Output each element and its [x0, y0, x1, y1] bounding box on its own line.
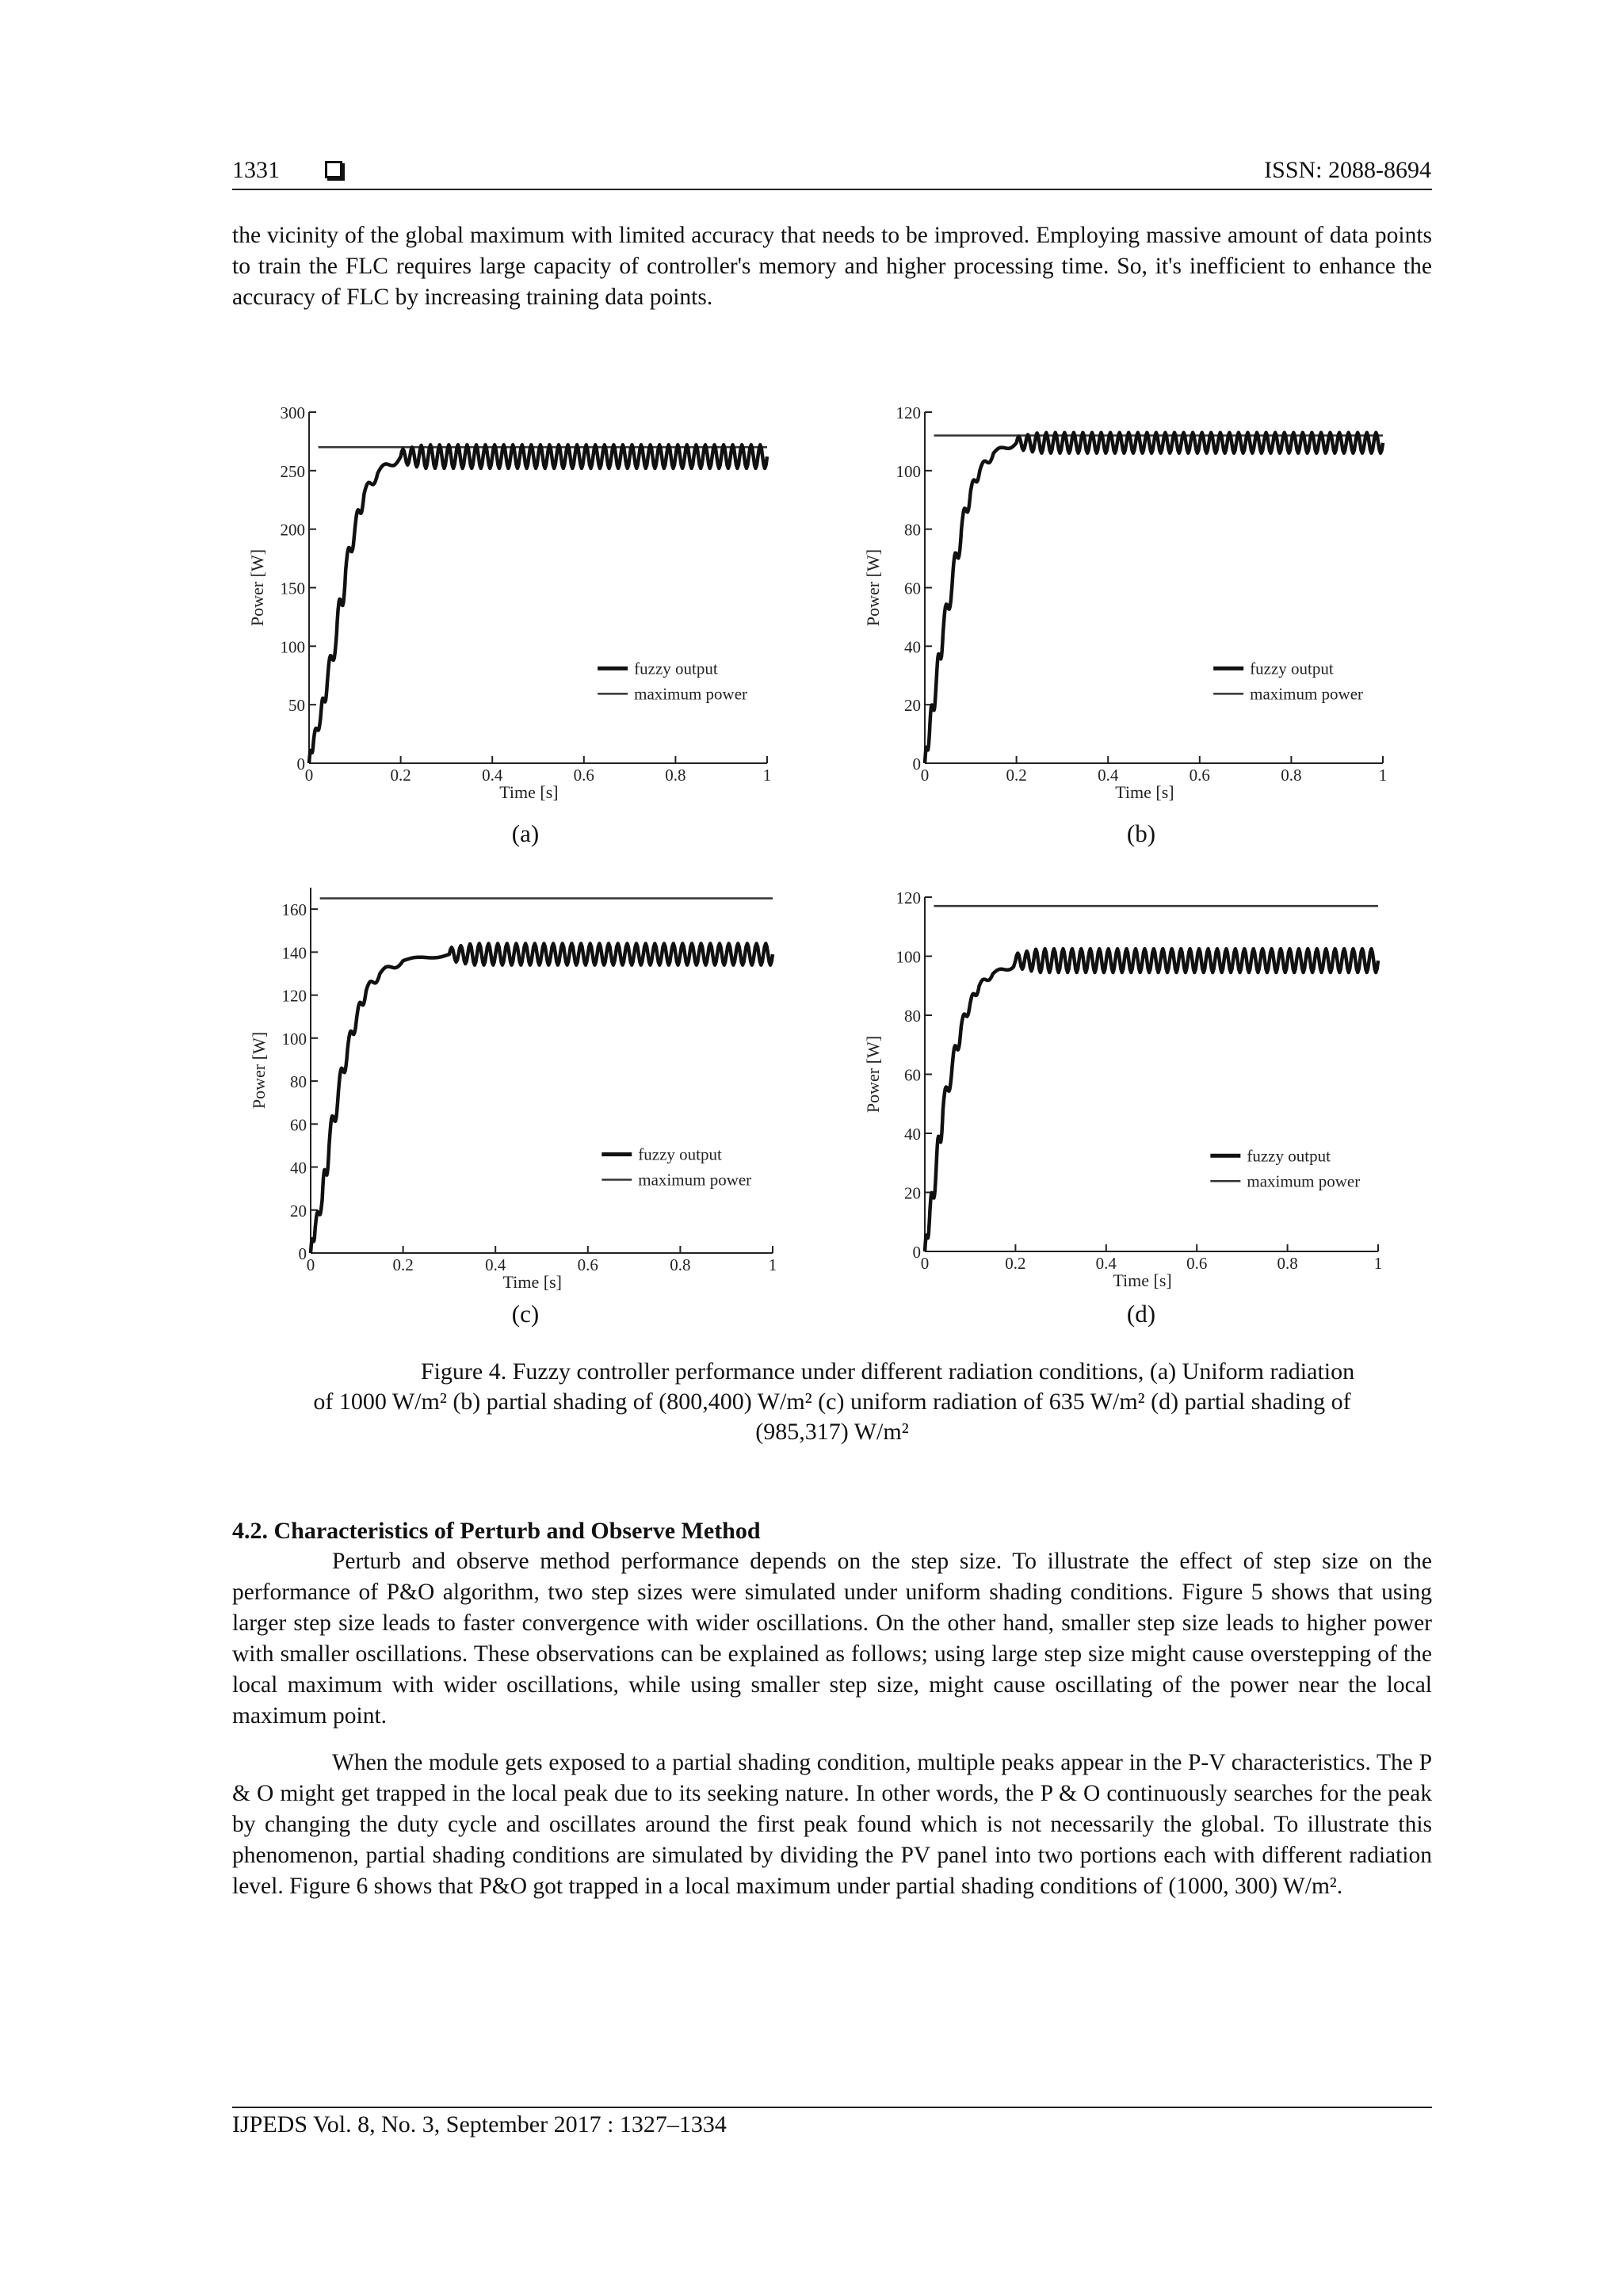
y-axis-label-a: Power [W]	[247, 548, 267, 627]
subfigure-label-d: (d)	[1126, 1300, 1156, 1328]
y-tick-label-c: 120	[281, 986, 307, 1006]
caption-line-3: (985,317) W/m²	[755, 1419, 909, 1445]
x-tick-label-b: 0.4	[1098, 766, 1119, 785]
x-tick-label-d: 0.2	[1005, 1254, 1026, 1273]
y-tick-label-b: 60	[904, 579, 921, 598]
fuzzy-output-line-a	[309, 445, 767, 763]
y-tick-label-a: 0	[296, 755, 305, 774]
legend-label-fuzzy-d: fuzzy output	[1247, 1146, 1331, 1166]
x-tick-label-b: 0.2	[1006, 766, 1027, 785]
y-tick-label-c: 160	[281, 900, 307, 920]
section-heading: 4.2. Characteristics of Perturb and Observe Method	[232, 1518, 761, 1544]
subfigure-label-b: (b)	[1126, 819, 1156, 847]
y-tick-label-d: 40	[904, 1125, 921, 1144]
y-tick-label-c: 60	[290, 1115, 307, 1135]
fuzzy-output-line-c	[311, 944, 773, 1254]
y-tick-label-a: 200	[280, 520, 305, 540]
y-tick-label-a: 250	[280, 461, 305, 481]
section-paragraph-1: Perturb and observe method performance depends on the step size. To illustrate the effect of step size on the performance of P&O algorithm, two step sizes were simulated under uniform shading conditions. Figure 5 shows that using larger step size leads to faster convergence with wider oscillations. On the other hand, smaller step size leads to higher power with smaller oscillations. These observations can be explained as follows; using large step size might cause overstepping of the local maximum with wider oscillations, while using smaller step size, might cause oscillating of the power near the local maximum point.	[232, 1549, 1432, 1729]
y-tick-label-d: 120	[896, 888, 921, 907]
y-tick-label-b: 40	[904, 637, 921, 657]
x-tick-label-a: 0.6	[573, 766, 594, 785]
x-tick-label-c: 0.6	[577, 1255, 598, 1274]
footer-journal: IJPEDS Vol. 8, No. 3, September 2017 : 1327–1334	[232, 2111, 727, 2137]
y-axis-label-b: Power [W]	[863, 548, 883, 627]
y-axis-label-c: Power [W]	[249, 1031, 269, 1110]
x-tick-label-a: 1	[762, 766, 772, 785]
x-tick-label-c: 0.8	[670, 1255, 691, 1274]
y-tick-label-a: 100	[280, 637, 305, 657]
y-tick-label-b: 100	[896, 461, 921, 481]
legend-label-fuzzy-c: fuzzy output	[638, 1144, 722, 1164]
y-tick-label-c: 20	[290, 1201, 307, 1221]
y-tick-label-d: 80	[904, 1007, 921, 1026]
y-tick-label-c: 140	[281, 943, 307, 963]
x-tick-label-a: 0.4	[482, 766, 503, 785]
legend-label-max-a: maximum power	[634, 684, 748, 704]
y-tick-label-b: 120	[896, 403, 921, 422]
x-tick-label-b: 0.6	[1189, 766, 1210, 785]
x-tick-label-a: 0.8	[665, 766, 686, 785]
x-axis-label-b: Time [s]	[1115, 782, 1174, 802]
x-tick-label-c: 0.2	[392, 1255, 414, 1274]
y-tick-label-b: 80	[904, 520, 921, 540]
caption-line-1: Figure 4. Fuzzy controller performance under different radiation conditions, (a) Uniform radiation	[420, 1358, 1355, 1385]
y-tick-label-d: 60	[904, 1065, 921, 1085]
y-tick-label-b: 20	[904, 696, 921, 716]
y-tick-label-c: 100	[281, 1029, 307, 1049]
x-axis-label-d: Time [s]	[1113, 1270, 1172, 1290]
y-tick-label-c: 80	[290, 1072, 307, 1092]
legend-label-max-b: maximum power	[1250, 684, 1364, 704]
subfigure-label-c: (c)	[511, 1300, 540, 1328]
subfigure-label-a: (a)	[511, 819, 540, 847]
x-tick-label-d: 0.6	[1186, 1254, 1208, 1273]
x-tick-label-d: 0	[920, 1254, 930, 1273]
fuzzy-output-line-d	[925, 949, 1378, 1251]
legend-label-fuzzy-b: fuzzy output	[1250, 659, 1334, 678]
legend-label-max-d: maximum power	[1247, 1171, 1361, 1191]
y-tick-label-d: 0	[912, 1243, 921, 1262]
legend-label-max-c: maximum power	[638, 1170, 752, 1190]
x-tick-label-c: 0	[306, 1255, 315, 1274]
legend-label-fuzzy-a: fuzzy output	[634, 659, 718, 678]
y-axis-label-d: Power [W]	[863, 1035, 883, 1114]
y-tick-label-c: 40	[290, 1158, 307, 1178]
y-tick-label-d: 20	[904, 1183, 921, 1203]
x-tick-label-a: 0.2	[390, 766, 411, 785]
figure-caption	[232, 1357, 1432, 1447]
y-tick-label-a: 50	[288, 696, 305, 716]
x-tick-label-b: 0.8	[1281, 766, 1302, 785]
footer-rule	[232, 2107, 1432, 2108]
intro-paragraph: the vicinity of the global maximum with limited accuracy that needs to be improved. Employing massive amount of data points to train the FLC requires large capacity of controller's memory and higher processing time. So, it's inefficient to enhance the accuracy of FLC by increasing training data points.	[232, 223, 1432, 310]
x-tick-label-d: 1	[1373, 1254, 1383, 1273]
y-tick-label-b: 0	[912, 755, 921, 774]
x-axis-label-a: Time [s]	[499, 782, 559, 802]
x-tick-label-c: 0.4	[485, 1255, 506, 1274]
x-axis-label-c: Time [s]	[502, 1272, 563, 1292]
section-paragraph-2: When the module gets exposed to a partial shading condition, multiple peaks appear in the P-V characteristics. The P & O might get trapped in the local peak due to its seeking nature. In other words, the P & O continuously searches for the peak by changing the duty cycle and oscillates around the first peak found which is not necessarily the global. To illustrate this phenomenon, partial shading conditions are simulated by dividing the PV panel into two portions each with different radiation level. Figure 6 shows that P&O got trapped in a local maximum under partial shading conditions of (1000, 300) W/m².	[232, 1750, 1432, 1899]
x-tick-label-b: 1	[1378, 766, 1388, 785]
y-tick-label-a: 150	[280, 579, 305, 598]
x-tick-label-a: 0	[304, 766, 314, 785]
y-tick-label-c: 0	[298, 1244, 307, 1263]
x-tick-label-d: 0.4	[1095, 1254, 1117, 1273]
y-tick-label-d: 100	[896, 947, 921, 967]
x-tick-label-c: 1	[768, 1255, 777, 1274]
issn-label: ISSN: 2088-8694	[1264, 157, 1431, 183]
x-tick-label-d: 0.8	[1277, 1254, 1298, 1273]
x-tick-label-b: 0	[920, 766, 930, 785]
page-number: 1331	[232, 157, 280, 183]
fuzzy-output-line-b	[925, 433, 1383, 763]
y-tick-label-a: 300	[280, 403, 305, 422]
caption-line-2: of 1000 W/m² (b) partial shading of (800,400) W/m² (c) uniform radiation of 635 W/m² (d) partial shading of	[313, 1389, 1351, 1415]
